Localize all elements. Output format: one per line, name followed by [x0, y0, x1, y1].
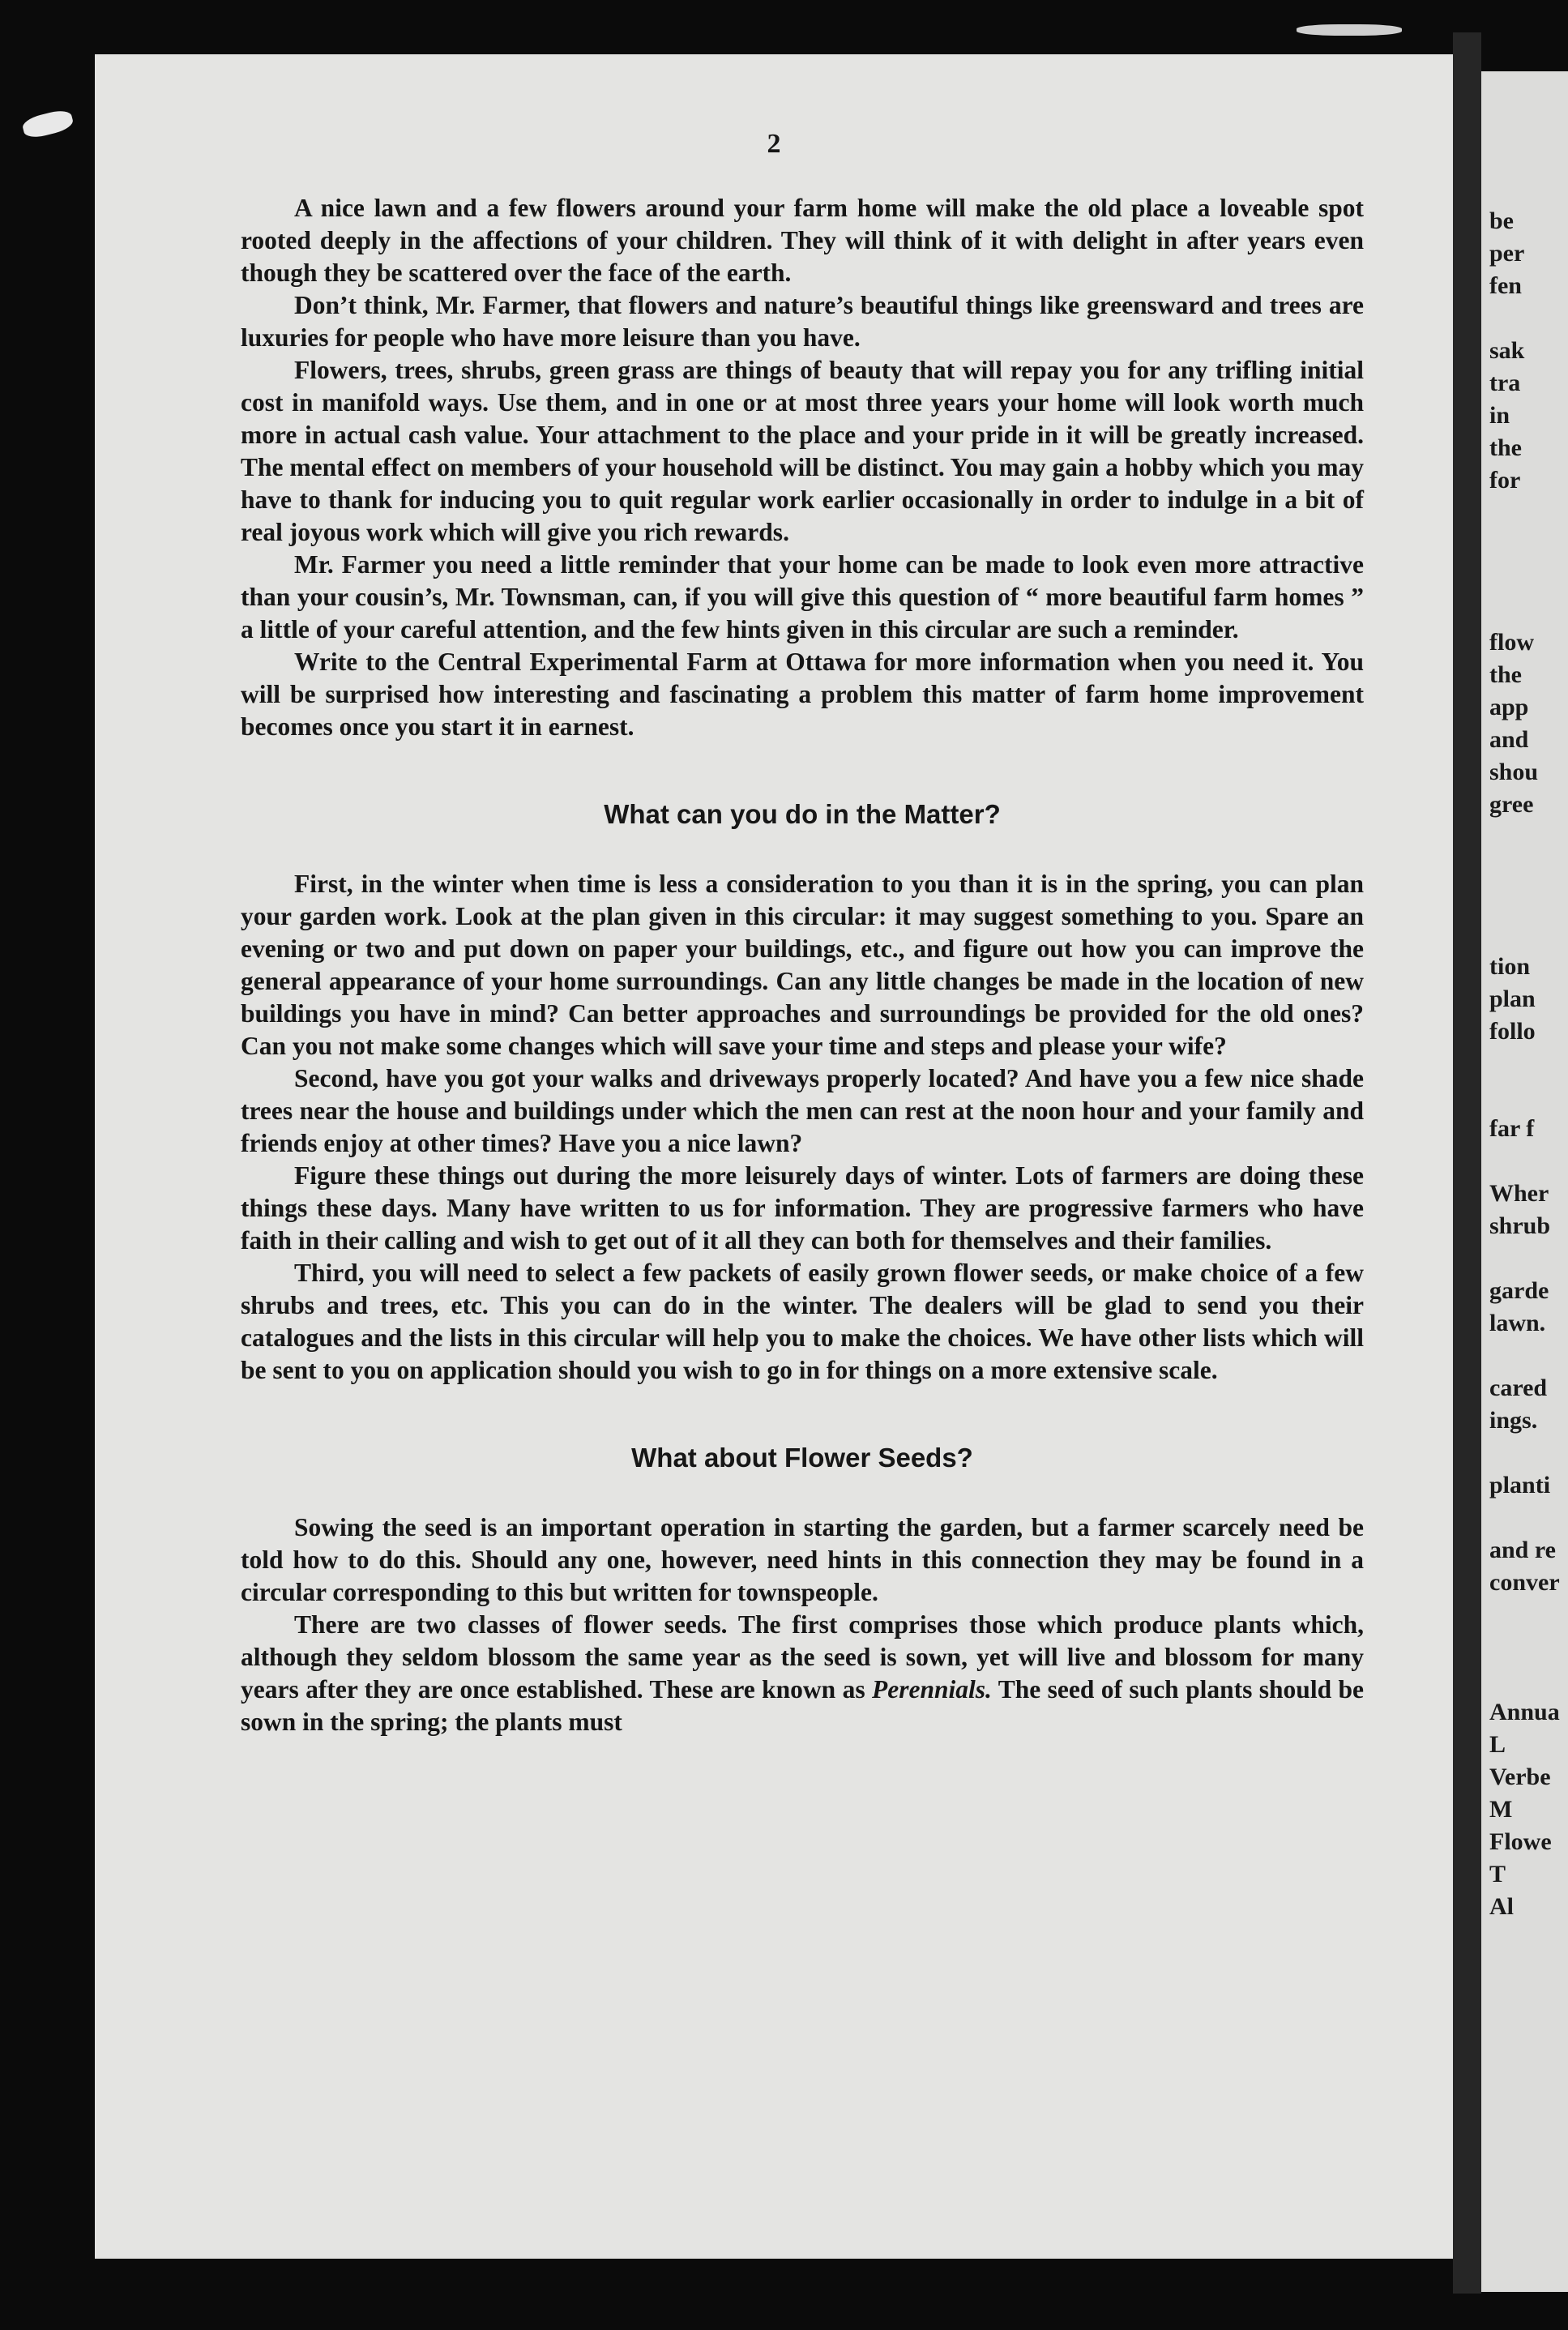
adjacent-page-fragment: [1481, 71, 1568, 2292]
adjacent-page-line: Flowe: [1489, 1828, 1552, 1855]
adjacent-page-line: planti: [1489, 1472, 1551, 1498]
adjacent-page-line: flow: [1489, 629, 1534, 656]
book-spine: [1453, 32, 1481, 2294]
adjacent-page-line: and re: [1489, 1537, 1556, 1563]
paragraph: Second, have you got your walks and driveways properly located? And have you a few nice shade trees near the house and buildings under which the men can rest at the noon hour and your family and friends enjoy at other times? Have you a nice lawn?: [241, 1064, 1364, 1157]
adjacent-page-line: sak: [1489, 337, 1525, 364]
adjacent-page-line: Annua: [1489, 1699, 1560, 1725]
adjacent-page-line: follo: [1489, 1018, 1536, 1045]
paragraph: Third, you will need to select a few packets of easily grown flower seeds, or make choice of a few shrubs and trees, etc. This you can do in the winter. The dealers will be glad to send you their catalogues and the lists in this circular will help you to make the choices. We have other lists which will be sent to you on application should you wish to go in for things on a more extensive scale.: [241, 1259, 1364, 1384]
adjacent-page-line: app: [1489, 694, 1529, 720]
document-page: [95, 54, 1453, 2259]
section-heading-matter: What can you do in the Matter?: [604, 799, 1001, 829]
paragraph: Don’t think, Mr. Farmer, that flowers and nature’s beautiful things like greensward and trees are luxuries for people who have more leisure than you have.: [241, 291, 1364, 352]
page-body: [241, 192, 1364, 1738]
adjacent-page-line: cared: [1489, 1374, 1548, 1401]
adjacent-page-line: Al: [1489, 1893, 1514, 1920]
adjacent-page-line: be: [1489, 207, 1514, 234]
paragraph: Figure these things out during the more leisurely days of winter. Lots of farmers are doing these things these days. Many have written to us for information. They are progressive farmers who have faith in their calling and wish to get out of it all they can both for themselves and their families.: [241, 1161, 1364, 1255]
section-heading-seeds: What about Flower Seeds?: [631, 1443, 973, 1473]
paragraph: Mr. Farmer you need a little reminder that your home can be made to look even more attractive than your cousin’s, Mr. Townsman, can, if you will give this question of “ more beautiful farm homes ” a little of your careful attention, and the few hints given in this circular are such a reminder.: [241, 550, 1364, 643]
film-speck: [1297, 24, 1402, 36]
adjacent-page-line: conver: [1489, 1569, 1560, 1596]
adjacent-page-line: for: [1489, 467, 1521, 494]
adjacent-page-line: the: [1489, 434, 1522, 461]
adjacent-page-line: shrub: [1489, 1212, 1551, 1239]
paragraph: There are two classes of flower seeds. The first comprises those which produce plants which, although they seldom blossom the same year as the seed is sown, yet will live and blossom for many years after they are once established. These are known as Perennials. The seed of such plants should be sown in the spring; the plants must: [241, 1610, 1364, 1736]
film-speck: [21, 108, 75, 140]
paragraph: A nice lawn and a few flowers around your farm home will make the old place a loveable spot rooted deeply in the affections of your children. They will think of it with delight in after years even though they be scattered over the face of the earth.: [241, 194, 1364, 287]
adjacent-page-line: per: [1489, 240, 1525, 267]
adjacent-page-line: garde: [1489, 1277, 1549, 1304]
adjacent-page-line: tion: [1489, 953, 1531, 980]
adjacent-page-line: M: [1489, 1796, 1513, 1823]
adjacent-page-line: Verbe: [1489, 1764, 1551, 1790]
page-number: 2: [767, 129, 781, 159]
paragraph: Sowing the seed is an important operation in starting the garden, but a farmer scarcely need be told how to do this. Should any one, however, need hints in this connection they may be found in a circular corresponding to this but written for townspeople.: [241, 1513, 1364, 1606]
adjacent-page-line: shou: [1489, 759, 1539, 785]
paragraph: Flowers, trees, shrubs, green grass are things of beauty that will repay you for any trifling initial cost in manifold ways. Use them, and in one or at most three years your home will look worth much more in actual cash value. Your attachment to the place and your pride in it will be greatly increased. The mental effect on members of your household will be distinct. You may gain a hobby which you may have to thank for inducing you to quit regular work earlier occasionally in order to indulge in a bit of real joyous work which will give you rich rewards.: [241, 356, 1364, 546]
adjacent-page-line: tra: [1489, 370, 1521, 396]
adjacent-page-line: plan: [1489, 985, 1536, 1012]
adjacent-page-line: and: [1489, 726, 1529, 753]
adjacent-page-line: the: [1489, 661, 1522, 688]
intro-section: [241, 192, 1364, 743]
emphasis-perennials: Perennials.: [872, 1675, 992, 1704]
adjacent-page-line: ings.: [1489, 1407, 1538, 1434]
adjacent-page-line: Wher: [1489, 1180, 1549, 1207]
adjacent-page-line: T: [1489, 1861, 1506, 1888]
adjacent-page-line: fen: [1489, 272, 1522, 299]
paragraph: First, in the winter when time is less a consideration to you than it is in the spring, you can plan your garden work. Look at the plan given in this circular: it may suggest something to you. Spare an evening or two and put down on paper your buildings, etc., and figure out how you can improve the general appearance of your home surroundings. Can any little changes be made in the location of new buildings you have in mind? Can better approaches and surroundings be provided for the old ones? Can you not make some changes which will save your time and steps and please your wife?: [241, 870, 1364, 1060]
adjacent-page-line: gree: [1489, 791, 1534, 818]
seeds-section: [241, 1511, 1364, 1609]
adjacent-page-line: in: [1489, 402, 1510, 429]
adjacent-page-line: far f: [1489, 1115, 1535, 1142]
paragraph: Write to the Central Experimental Farm at Ottawa for more information when you need it. You will be surprised how interesting and fascinating a problem this matter of farm home improvement becomes once you start it in earnest.: [241, 648, 1364, 741]
adjacent-page-line: lawn.: [1489, 1310, 1546, 1336]
adjacent-page-line: L: [1489, 1731, 1506, 1758]
matter-section: [241, 868, 1364, 1387]
